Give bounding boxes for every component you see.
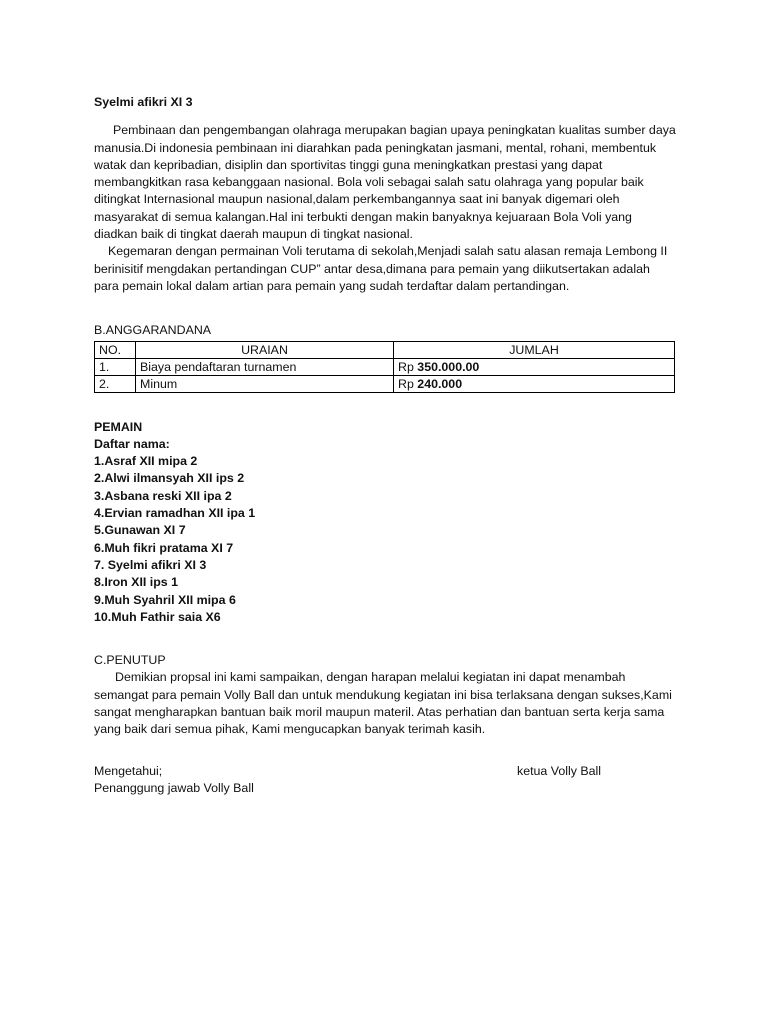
table-header-row	[95, 341, 675, 358]
amount-value: 350.000.00	[417, 359, 480, 374]
players-heading: PEMAIN	[94, 419, 143, 434]
closing-section	[94, 652, 676, 738]
list-item: 6.Muh fikri pratama XI 7	[94, 540, 234, 555]
document-page	[94, 94, 676, 803]
header-no: NO.	[95, 341, 136, 358]
signature-left	[94, 763, 254, 798]
row-amount	[394, 358, 675, 375]
row-item: Minum	[136, 375, 394, 392]
row-amount	[394, 375, 675, 392]
list-item: 2.Alwi ilmansyah XII ips 2	[94, 471, 245, 486]
header-jumlah: JUMLAH	[394, 341, 675, 358]
list-item: 1.Asraf XII mipa 2	[94, 454, 198, 469]
closing-paragraph: Demikian propsal ini kami sampaikan, dengan harapan melalui kegiatan ini dapat menambah semangat para pemain Volly Ball dan untuk mendukung kegiatan ini bisa terlaksana dengan sukses,Kami sangat mengharapkan bantuan baik moril maupun materil. Atas perhatian dan bantuan serta kerja sama yang baik dari semua pihak, Kami mengucapkan banyak terimah kasih.	[94, 670, 672, 737]
signature-left-line-2: Penanggung jawab Volly Ball	[94, 780, 254, 795]
row-no: 2.	[95, 375, 136, 392]
signature-right	[517, 763, 601, 780]
currency-prefix: Rp	[398, 359, 414, 374]
amount-value: 240.000	[417, 376, 463, 391]
intro-section	[94, 122, 676, 295]
signature-block	[94, 763, 676, 803]
signature-right-line-1: ketua Volly Ball	[517, 763, 602, 778]
document-title: Syelmi afikri XI 3	[94, 95, 193, 109]
intro-paragraph-1: Pembinaan dan pengembangan olahraga merupakan bagian upaya peningkatan kualitas sumber daya manusia.Di indonesia pembinaan ini diarahkan pada peningkatan jasmani, mental, rohani, membentuk watak dan kepribadian, disiplin dan sportivitas tinggi guna meningkatkan prestasi yang dapat membangkitkan rasa kebanggaan nasional. Bola voli sebagai salah satu olahraga yang popular baik ditingkat Internasional maupun nasional,dalam perkembangannya saat ini banyak digemari oleh masyarakat di semua kalangan.Hal ini terbukti dengan makin banyaknya kejuaraan Bola Voli yang diadkan baik di tingkat daerah maupun di tingkat nasional.	[94, 123, 676, 242]
budget-heading: B.ANGGARANDANA	[94, 323, 212, 338]
currency-prefix: Rp	[398, 376, 414, 391]
list-item: 5.Gunawan XI 7	[94, 523, 186, 538]
table-row	[95, 375, 675, 392]
signature-left-line-1: Mengetahui;	[94, 763, 163, 778]
list-item: 8.Iron XII ips 1	[94, 575, 179, 590]
list-item: 7. Syelmi afikri XI 3	[94, 557, 207, 572]
header-uraian: URAIAN	[136, 341, 394, 358]
row-no: 1.	[95, 358, 136, 375]
players-section	[94, 419, 676, 627]
closing-heading: C.PENUTUP	[94, 653, 166, 668]
players-subheading: Daftar nama:	[94, 436, 170, 451]
intro-paragraph-2: Kegemaran dengan permainan Voli terutama di sekolah,Menjadi salah satu alasan remaja Lembong II berinisitif mengdakan pertandingan CUP” antar desa,dimana para pemain yang diikutsertakan adalah para pemain lokal dalam artian para pemain yang sudah terdaftar dalam pertandingan.	[94, 244, 668, 293]
list-item: 9.Muh Syahril XII mipa 6	[94, 592, 236, 607]
table-row	[95, 358, 675, 375]
budget-table	[94, 341, 675, 393]
list-item: 4.Ervian ramadhan XII ipa 1	[94, 506, 256, 521]
budget-section	[94, 322, 676, 392]
row-item: Biaya pendaftaran turnamen	[136, 358, 394, 375]
list-item: 10.Muh Fathir saia X6	[94, 609, 221, 624]
list-item: 3.Asbana reski XII ipa 2	[94, 488, 232, 503]
